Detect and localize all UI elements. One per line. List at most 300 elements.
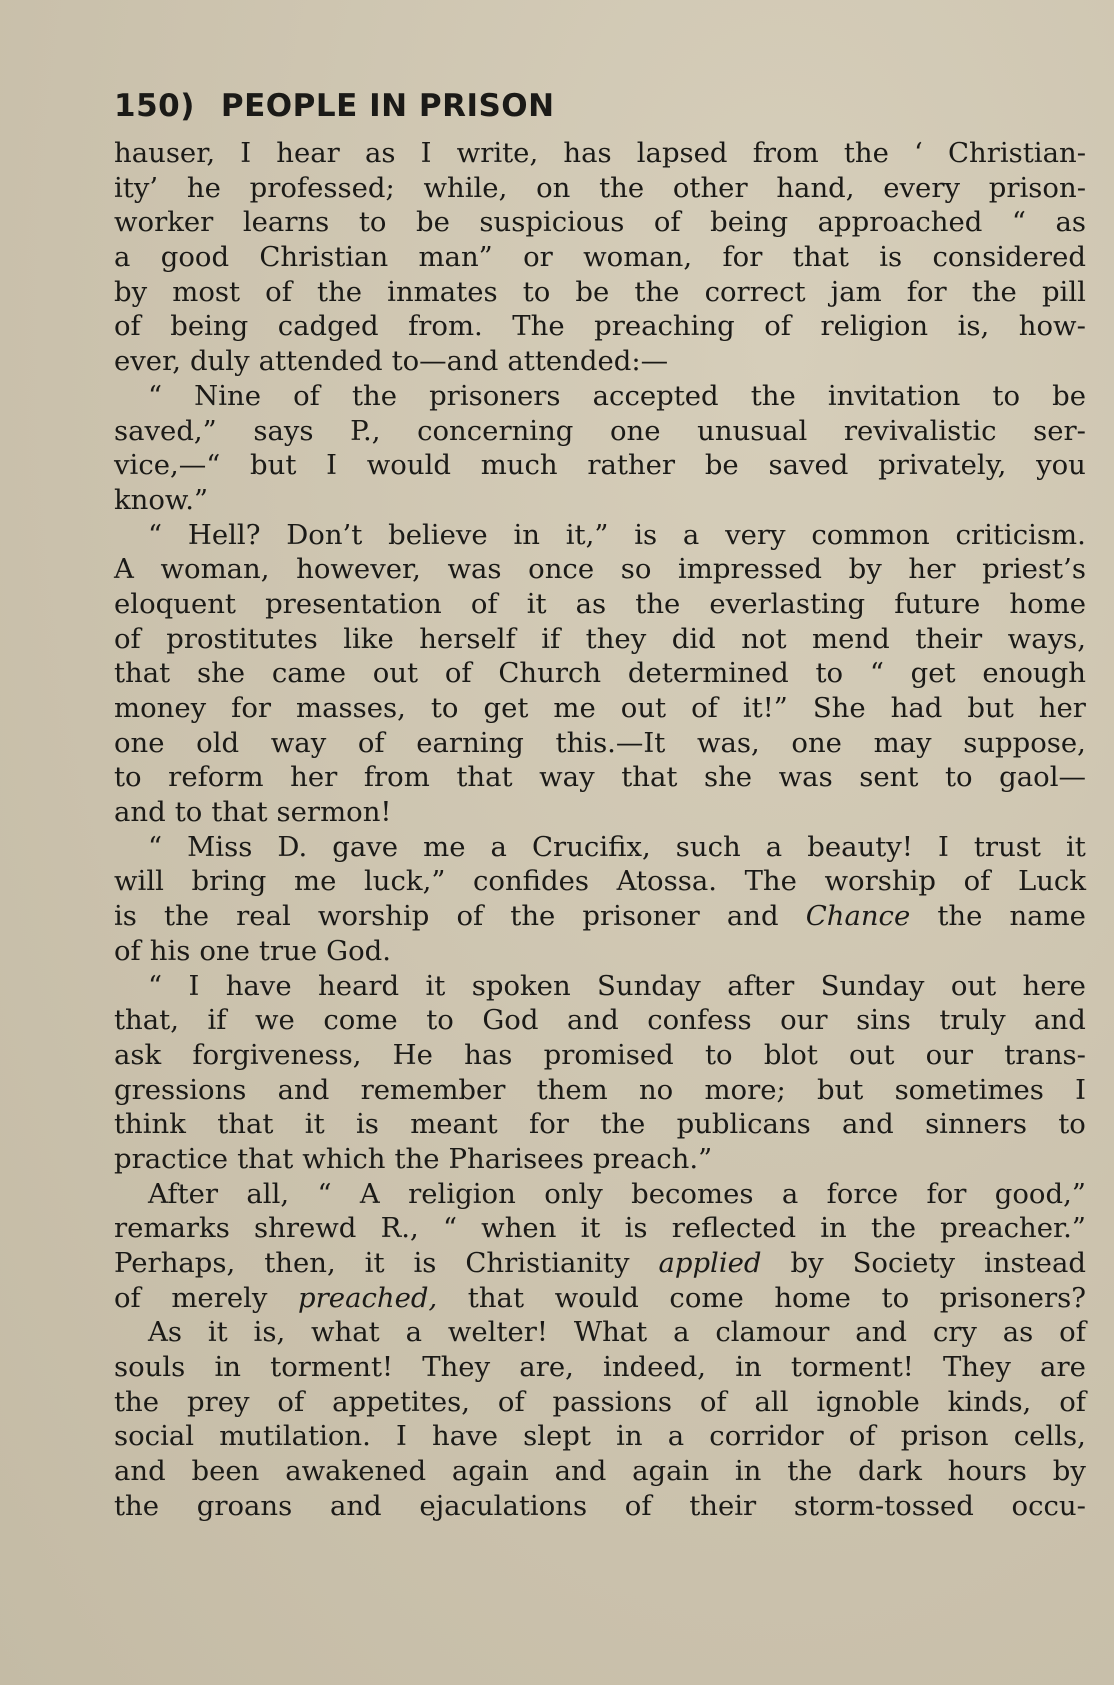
word: to — [1058, 1108, 1086, 1141]
word: one — [114, 726, 165, 759]
word: beauty! — [807, 830, 913, 863]
word: of — [357, 726, 385, 759]
word: other — [672, 171, 748, 204]
word: priest’s — [982, 553, 1086, 586]
word: their — [689, 1489, 757, 1522]
word: is, — [957, 310, 990, 343]
word: forgiveness, — [192, 1038, 362, 1071]
word: preacher.” — [940, 1212, 1086, 1245]
word: truly — [939, 1004, 1006, 1037]
text-line — [114, 240, 1086, 275]
word: suspicious — [479, 206, 625, 239]
word: me — [294, 865, 337, 898]
word: she — [703, 761, 753, 794]
word: her — [290, 761, 338, 794]
word: out — [849, 1038, 895, 1071]
word: to — [114, 761, 142, 794]
word: learns — [242, 206, 330, 239]
text-line — [114, 969, 1086, 1004]
word: again — [451, 1455, 529, 1488]
word: their — [915, 622, 983, 655]
word: way — [539, 761, 595, 794]
word: every — [883, 171, 961, 204]
word: preached, — [298, 1281, 438, 1314]
word: if — [541, 622, 561, 655]
text-line — [114, 726, 1086, 761]
word: it — [207, 1316, 228, 1349]
word: that, — [114, 1004, 179, 1037]
word: vice,—“ — [114, 449, 221, 482]
word: to — [522, 275, 551, 308]
word: to — [704, 1038, 733, 1071]
word: in — [513, 518, 540, 551]
word: get — [910, 657, 956, 690]
word: woman, — [160, 553, 270, 586]
word: no — [638, 1073, 674, 1106]
text-line — [114, 1246, 1086, 1281]
word: that — [456, 761, 513, 794]
word: to — [815, 657, 844, 690]
word: true — [258, 934, 318, 967]
word: trans- — [1004, 1038, 1086, 1071]
word: religion — [408, 1177, 516, 1210]
text-line — [114, 899, 1086, 934]
word: old — [196, 726, 240, 759]
word: masses, — [296, 692, 406, 724]
word: the — [510, 900, 556, 933]
text-line — [114, 552, 1086, 587]
word: from — [363, 761, 430, 794]
word: God — [482, 1004, 539, 1037]
word: groans — [196, 1489, 293, 1522]
word: souls — [114, 1351, 186, 1384]
word: one — [199, 934, 250, 967]
word: ser- — [1033, 414, 1086, 447]
word: come — [669, 1281, 744, 1314]
word: has — [464, 1038, 513, 1071]
word: believe — [388, 518, 488, 551]
word: a — [765, 830, 783, 863]
word: for — [529, 1108, 569, 1141]
word: Hell? — [187, 518, 261, 551]
word: only — [544, 1177, 603, 1210]
word: occu- — [1011, 1489, 1086, 1522]
word: of — [470, 587, 498, 620]
text-line — [114, 205, 1086, 240]
text-line — [114, 448, 1086, 483]
word: God. — [326, 934, 391, 967]
word: for — [926, 1177, 967, 1210]
word: if — [207, 1004, 227, 1037]
word: had — [890, 692, 943, 724]
word: for — [231, 692, 272, 724]
word: I — [937, 830, 949, 863]
word: promised — [543, 1038, 674, 1071]
word: Luck — [1017, 865, 1086, 898]
word: blot — [763, 1038, 818, 1071]
word: gave — [332, 830, 399, 863]
word: in — [214, 1351, 241, 1384]
word: Don’t — [286, 518, 363, 551]
word: the — [599, 171, 645, 204]
word: herself — [419, 622, 516, 655]
word: I — [326, 449, 338, 482]
word: it — [425, 969, 446, 1002]
word: earning — [416, 726, 524, 759]
text-line — [114, 1003, 1086, 1038]
word: presentation — [265, 587, 442, 620]
word: be — [704, 449, 739, 482]
word: preaching — [594, 310, 735, 343]
word: once — [528, 553, 595, 586]
word: and — [554, 1455, 607, 1488]
word: but — [250, 449, 297, 482]
book-page — [114, 84, 1086, 1524]
word: common — [811, 518, 930, 551]
word: reform — [168, 761, 264, 794]
word: or — [523, 241, 553, 274]
word: worship — [824, 865, 936, 898]
word: “ — [148, 379, 163, 412]
word: D. — [277, 830, 308, 863]
word: publicans — [676, 1108, 811, 1141]
word: of — [691, 692, 718, 724]
text-line — [114, 1454, 1086, 1489]
word: which — [302, 1142, 386, 1175]
word: luck,” — [364, 865, 446, 898]
word: them — [536, 1073, 608, 1106]
word: that — [237, 1142, 294, 1175]
word: hauser, — [114, 137, 216, 169]
word: attended — [258, 345, 383, 378]
word: of — [277, 1385, 305, 1418]
word: real — [236, 900, 291, 933]
text-line — [114, 171, 1086, 206]
word: prisoner — [582, 900, 700, 933]
word: have — [225, 969, 292, 1002]
running-title: PEOPLE IN PRISON — [220, 88, 555, 124]
word: get — [483, 692, 529, 724]
word: is, — [253, 1316, 286, 1349]
word: has — [563, 137, 612, 169]
word: and — [114, 796, 166, 829]
word: applied — [658, 1247, 762, 1279]
word: and — [726, 900, 779, 933]
word: After — [148, 1177, 219, 1210]
word: Society — [852, 1247, 956, 1279]
word: unusual — [697, 414, 808, 447]
word: and — [842, 1108, 894, 1141]
word: would — [554, 1281, 639, 1314]
word: Christian- — [947, 137, 1086, 169]
word: know.” — [114, 483, 209, 516]
word: religion — [820, 310, 929, 343]
word: a — [682, 518, 700, 551]
word: hand, — [776, 171, 855, 204]
word: and — [567, 1004, 619, 1037]
word: it,” — [565, 518, 609, 551]
word: hours — [947, 1455, 1027, 1488]
text-line — [114, 1315, 1086, 1350]
word: “ — [869, 657, 884, 690]
word: slept — [523, 1420, 591, 1453]
word: ity’ — [114, 171, 159, 204]
word: inmates — [387, 275, 498, 308]
text-line — [114, 830, 1086, 865]
word: corridor — [709, 1420, 824, 1453]
word: being — [170, 310, 249, 343]
word: the — [750, 379, 796, 412]
word: sinners — [925, 1108, 1027, 1141]
word: revivalistic — [843, 414, 997, 447]
word: I — [188, 969, 200, 1002]
word: that — [621, 761, 678, 794]
text-line — [114, 379, 1086, 414]
word: woman, — [583, 241, 693, 274]
word: this.—It — [555, 726, 666, 759]
word: I — [396, 1420, 407, 1453]
word: Crucifix, — [532, 830, 651, 863]
word: of — [848, 1420, 876, 1453]
word: mend — [812, 622, 890, 655]
word: Sunday — [820, 969, 925, 1002]
word: is — [624, 1212, 648, 1245]
word: of — [114, 310, 141, 343]
word: ‘ — [914, 137, 923, 169]
word: eloquent — [114, 587, 236, 620]
word: Miss — [187, 830, 253, 863]
word: are — [1040, 1351, 1086, 1384]
word: may — [873, 726, 932, 759]
word: a — [490, 830, 507, 863]
word: criticism. — [955, 518, 1086, 551]
word: enough — [982, 657, 1086, 690]
word: one — [610, 414, 661, 447]
text-line — [114, 691, 1086, 726]
word: Perhaps, — [114, 1247, 236, 1279]
text-line — [114, 795, 1086, 830]
word: cadged — [277, 310, 379, 343]
word: that — [217, 1108, 274, 1141]
word: as — [1055, 206, 1086, 239]
word: confides — [472, 865, 589, 898]
word: preach.” — [592, 1142, 713, 1175]
word: of — [653, 206, 681, 239]
text-line — [114, 864, 1086, 899]
word: a — [114, 241, 131, 274]
word: saved — [768, 449, 849, 482]
word: gressions — [114, 1073, 247, 1106]
word: it — [364, 1247, 385, 1279]
word: way — [270, 726, 327, 759]
word: to — [426, 1004, 454, 1037]
word: and — [1034, 1004, 1086, 1037]
word: it — [526, 587, 547, 620]
word: of — [699, 1385, 727, 1418]
word: to—and — [391, 345, 499, 378]
word: ejaculations — [419, 1489, 588, 1522]
word: by — [790, 1247, 824, 1279]
word: they — [585, 622, 647, 655]
word: and — [277, 1073, 330, 1106]
word: correct — [704, 275, 806, 308]
text-line — [114, 934, 1086, 969]
word: rather — [587, 449, 676, 482]
word: but — [967, 692, 1014, 724]
word: but — [816, 1073, 864, 1106]
word: dark — [858, 1455, 922, 1488]
word: A — [114, 553, 134, 586]
word: spoken — [471, 969, 571, 1002]
word: Christianity — [465, 1247, 630, 1279]
word: in — [735, 1351, 762, 1384]
word: impressed — [678, 553, 822, 586]
text-line — [114, 136, 1086, 171]
word: a — [667, 1420, 685, 1453]
word: here — [1022, 969, 1086, 1002]
word: out — [372, 657, 419, 690]
word: of — [293, 379, 320, 412]
word: professed; — [249, 171, 395, 204]
word: jam — [830, 275, 882, 308]
word: torment! — [790, 1351, 914, 1384]
word: duly — [189, 345, 250, 378]
word: “ — [442, 1212, 457, 1245]
word: the — [843, 137, 889, 169]
word: and — [329, 1489, 382, 1522]
word: will — [114, 865, 164, 898]
word: clamour — [715, 1316, 830, 1349]
word: cry — [932, 1316, 977, 1349]
word: The — [512, 310, 565, 343]
word: trust — [973, 830, 1041, 863]
word: P., — [350, 414, 381, 447]
word: did — [671, 622, 716, 655]
word: is — [355, 1108, 379, 1141]
word: ways, — [1007, 622, 1086, 655]
word: invitation — [827, 379, 961, 412]
text-line — [114, 483, 1086, 518]
word: of — [114, 622, 141, 655]
word: heard — [317, 969, 400, 1002]
word: to — [881, 1281, 910, 1314]
word: his — [149, 934, 191, 967]
word: becomes — [631, 1177, 754, 1210]
word: one — [791, 726, 842, 759]
word: of — [114, 1281, 141, 1314]
word: I — [1075, 1073, 1086, 1106]
text-line — [114, 1107, 1086, 1142]
word: then, — [264, 1247, 336, 1279]
word: by — [114, 275, 148, 308]
word: being — [710, 206, 789, 239]
word: it — [304, 1108, 325, 1141]
word: passions — [552, 1385, 672, 1418]
word: prey — [186, 1385, 250, 1418]
text-line — [114, 1177, 1086, 1212]
word: concerning — [417, 414, 574, 447]
word: very — [725, 518, 786, 551]
word: attended:— — [507, 345, 669, 378]
word: money — [114, 692, 207, 724]
word: saved,” — [114, 414, 217, 447]
word: the — [114, 1385, 160, 1418]
word: A — [359, 1177, 380, 1210]
text-line — [114, 656, 1086, 691]
word: Chance — [805, 900, 911, 933]
word: all — [754, 1385, 789, 1418]
text-line — [114, 1142, 1086, 1177]
word: force — [826, 1177, 899, 1210]
text-line — [114, 518, 1086, 553]
word: would — [366, 449, 451, 482]
word: by — [848, 553, 882, 586]
word: our — [780, 1004, 828, 1037]
word: on — [536, 171, 571, 204]
word: They — [422, 1351, 491, 1384]
word: out — [620, 692, 667, 724]
word: indeed, — [603, 1351, 707, 1384]
word: home — [774, 1281, 851, 1314]
word: of — [1059, 1385, 1086, 1418]
word: be — [1052, 379, 1086, 412]
word: be — [415, 206, 450, 239]
word: not — [741, 622, 787, 655]
word: how- — [1018, 310, 1086, 343]
word: bring — [191, 865, 267, 898]
word: of — [444, 657, 472, 690]
word: of — [265, 275, 292, 308]
word: of — [764, 310, 791, 343]
word: to — [992, 379, 1020, 412]
word: after — [727, 969, 795, 1002]
word: the — [394, 1142, 440, 1175]
text-line — [114, 622, 1086, 657]
word: out — [950, 969, 997, 1002]
word: Nine — [194, 379, 261, 412]
word: she — [196, 657, 246, 690]
word: that — [792, 241, 849, 274]
text-line — [114, 275, 1086, 310]
word: our — [925, 1038, 974, 1071]
word: to — [944, 761, 973, 794]
word: the — [971, 275, 1017, 308]
word: and — [114, 1455, 166, 1488]
word: you — [1036, 449, 1086, 482]
word: of — [114, 934, 141, 967]
word: “ — [148, 830, 163, 863]
word: She — [812, 692, 866, 724]
word: however, — [296, 553, 421, 586]
word: the — [787, 1455, 833, 1488]
word: me — [423, 830, 466, 863]
word: the — [635, 587, 681, 620]
word: prostitutes — [166, 622, 318, 655]
word: hear — [276, 137, 340, 169]
word: are, — [519, 1351, 574, 1384]
word: Church — [498, 657, 602, 690]
word: prison — [900, 1420, 989, 1453]
word: worship — [317, 900, 430, 933]
text-line — [114, 309, 1086, 344]
word: it — [580, 1212, 601, 1245]
word: reflected — [671, 1212, 797, 1245]
word: is — [634, 518, 658, 551]
word: cells, — [1013, 1420, 1086, 1453]
text-line — [114, 1281, 1086, 1316]
word: approached — [817, 206, 983, 239]
text-line — [114, 414, 1086, 449]
